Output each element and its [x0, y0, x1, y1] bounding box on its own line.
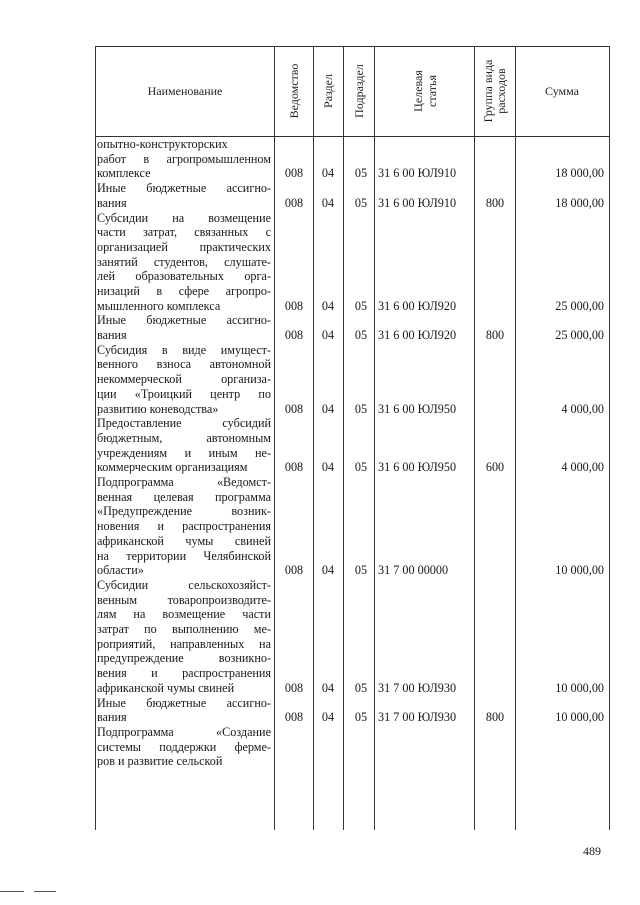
cell-razdel: 04: [321, 328, 335, 343]
name-line: Подпрограмма «Создание: [97, 725, 271, 739]
cell-summa: 18 000,00: [555, 166, 604, 181]
header-name: Наименование: [147, 84, 223, 98]
name-line: Иные бюджетные ассигно-: [97, 695, 271, 710]
table-row-name: [97, 211, 271, 314]
cell-celevaya: 31 6 00 ЮЛ910: [378, 195, 457, 210]
cell-vedomstvo: 008: [284, 298, 304, 313]
table-row-name: [97, 696, 271, 725]
cell-celevaya: 31 7 00 00000: [378, 563, 449, 578]
cell-razdel: 04: [321, 195, 335, 210]
name-line: африканской чумы свиней: [97, 533, 271, 548]
table-row-name: [97, 416, 271, 475]
table-row-name: [97, 578, 271, 696]
cell-celevaya: 31 7 00 ЮЛ930: [378, 710, 457, 725]
name-line: низаций в сфере агропро-: [97, 283, 271, 298]
name-line: вания: [97, 710, 127, 725]
cell-vedomstvo: 008: [284, 680, 304, 695]
cell-vedomstvo: 008: [284, 195, 304, 210]
table-row-name: [97, 313, 271, 342]
name-line: вания: [97, 328, 127, 343]
name-line: развитию коневодства»: [97, 401, 219, 416]
table-row-name: [97, 181, 271, 210]
header-podrazdel: Подраздел: [352, 64, 366, 118]
cell-celevaya: 31 6 00 ЮЛ950: [378, 460, 457, 475]
cell-gruppa: 800: [485, 195, 505, 210]
header-vedomstvo: Ведомство: [287, 63, 301, 119]
name-line: мышленного комплекса: [97, 298, 221, 313]
page-number: 489: [583, 844, 601, 858]
name-line: некоммерческой организа-: [97, 372, 271, 387]
cell-vedomstvo: 008: [284, 710, 304, 725]
cell-summa: 10 000,00: [555, 710, 604, 725]
name-line: «Предупреждение возник-: [97, 504, 271, 519]
header-celevaya-line2: статья: [425, 75, 439, 107]
name-line: коммерческим организациям: [97, 460, 248, 475]
name-line: области»: [97, 563, 144, 578]
header-summa: Сумма: [545, 84, 579, 98]
cell-razdel: 04: [321, 710, 335, 725]
name-line: опытно-конструкторских: [97, 137, 228, 151]
cell-celevaya: 31 6 00 ЮЛ920: [378, 298, 457, 313]
cell-summa: 25 000,00: [555, 298, 604, 313]
cell-podrazdel: 05: [354, 563, 368, 578]
cell-razdel: 04: [321, 401, 335, 416]
cell-vedomstvo: 008: [284, 460, 304, 475]
table-row-name: [97, 137, 271, 181]
cell-razdel: 04: [321, 460, 335, 475]
cell-summa: 25 000,00: [555, 328, 604, 343]
cell-vedomstvo: 008: [284, 563, 304, 578]
cell-razdel: 04: [321, 563, 335, 578]
header-razdel: Раздел: [321, 74, 335, 108]
name-line: бюджетным, автономным: [97, 430, 271, 445]
cell-vedomstvo: 008: [284, 166, 304, 181]
name-line: ции «Троицкий центр по: [97, 386, 271, 401]
name-line: Иные бюджетные ассигно-: [97, 313, 271, 328]
name-line: Иные бюджетные ассигно-: [97, 181, 271, 196]
cell-celevaya: 31 6 00 ЮЛ910: [378, 166, 457, 181]
cell-gruppa: 800: [485, 328, 505, 343]
name-line: африканской чумы свиней: [97, 680, 235, 695]
cell-celevaya: 31 6 00 ЮЛ950: [378, 401, 457, 416]
cell-gruppa: 800: [485, 710, 505, 725]
name-line: предупреждение возникно-: [97, 651, 271, 666]
name-line: Субсидии на возмещение: [97, 210, 271, 225]
header-gruppa-line1: Группа вида: [481, 59, 495, 123]
cell-podrazdel: 05: [354, 401, 368, 416]
name-line: работ в агропромышленном: [97, 151, 271, 166]
cell-celevaya: 31 7 00 ЮЛ930: [378, 680, 457, 695]
table-row-name: [97, 725, 271, 769]
name-line: новения и распространения: [97, 519, 271, 534]
table-row-name: [97, 475, 271, 578]
header-gruppa-line2: расходов: [494, 68, 508, 114]
cell-summa: 10 000,00: [555, 680, 604, 695]
cell-podrazdel: 05: [354, 710, 368, 725]
cell-podrazdel: 05: [354, 460, 368, 475]
name-line: на территории Челябинской: [97, 548, 271, 563]
cell-vedomstvo: 008: [284, 401, 304, 416]
name-line: вения и распространения: [97, 666, 271, 681]
header-celevaya-line1: Целевая: [411, 70, 425, 112]
name-line: системы поддержки ферме-: [97, 739, 271, 754]
cell-celevaya: 31 6 00 ЮЛ920: [378, 328, 457, 343]
cell-razdel: 04: [321, 166, 335, 181]
name-line: ров и развитие сельской: [97, 754, 223, 769]
cell-razdel: 04: [321, 680, 335, 695]
cell-podrazdel: 05: [354, 298, 368, 313]
cell-podrazdel: 05: [354, 166, 368, 181]
cell-podrazdel: 05: [354, 328, 368, 343]
table-row-name: [97, 343, 271, 416]
cell-summa: 4 000,00: [561, 460, 604, 475]
name-line: венным товаропроизводите-: [97, 592, 271, 607]
name-line: Субсидии сельскохозяйст-: [97, 578, 271, 592]
name-line: роприятий, направленных на: [97, 636, 271, 651]
name-line: организацией практических: [97, 239, 271, 254]
name-line: затрат по выполнению ме-: [97, 622, 271, 637]
name-line: вания: [97, 195, 127, 210]
name-line: лям на возмещение части: [97, 607, 271, 622]
name-line: венная целевая программа: [97, 489, 271, 504]
name-line: Подпрограмма «Ведомст-: [97, 475, 271, 490]
name-line: учреждениям и иным не-: [97, 445, 271, 460]
cell-summa: 4 000,00: [561, 401, 604, 416]
name-line: части затрат, связанных с: [97, 225, 271, 240]
name-line: комплексе: [97, 166, 151, 181]
cell-summa: 18 000,00: [555, 195, 604, 210]
cell-razdel: 04: [321, 298, 335, 313]
cell-vedomstvo: 008: [284, 328, 304, 343]
cell-summa: 10 000,00: [555, 563, 604, 578]
cell-podrazdel: 05: [354, 195, 368, 210]
name-line: лей образовательных орга-: [97, 269, 271, 284]
name-line: Предоставление субсидий: [97, 416, 271, 431]
cell-gruppa: 600: [485, 460, 505, 475]
name-line: венного взноса автономной: [97, 357, 271, 372]
cell-podrazdel: 05: [354, 680, 368, 695]
name-line: Субсидия в виде имущест-: [97, 342, 271, 357]
name-line: занятий студентов, слушате-: [97, 254, 271, 269]
